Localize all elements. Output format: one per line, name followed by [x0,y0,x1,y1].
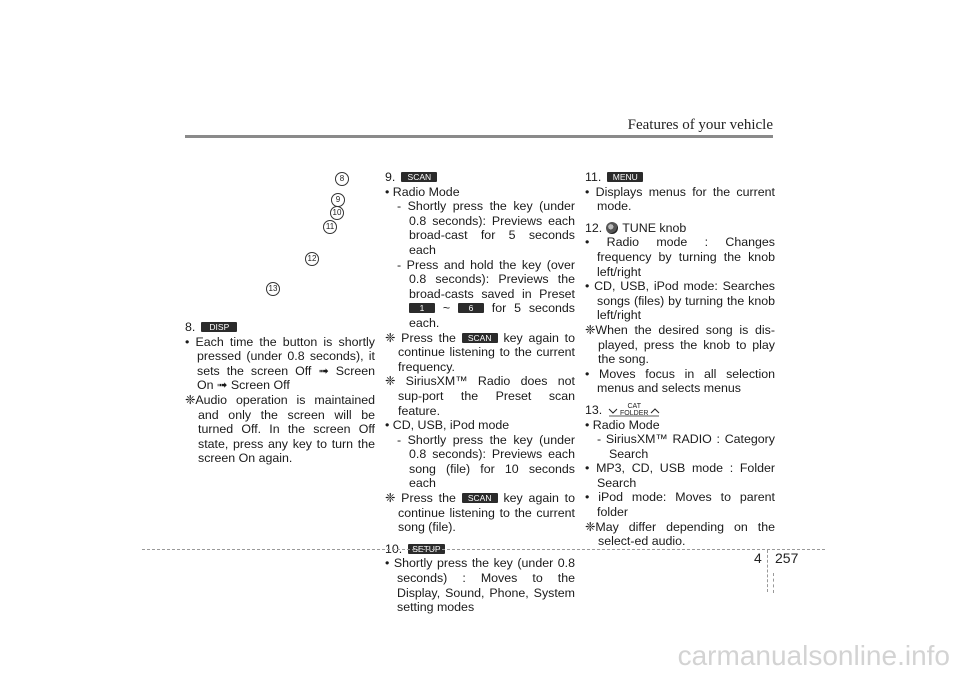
item-9-sub-short: - Shortly press the key (under 0.8 seconds): Previews each broad-cast for 5 seconds each [397,199,575,257]
callout-12: 12 [305,252,319,266]
item-10-bullet: • Shortly press the key (under 0.8 seconds) : Moves to the Display, Sound, Phone, System setting modes [385,556,575,615]
item-13-bullet-ipod: • iPod mode: Moves to parent folder [585,490,775,520]
preset-1-key-icon: 1 [409,303,435,313]
item-12-label: TUNE knob [622,220,687,235]
header-rule [185,135,773,138]
item-13-number: 13. [585,402,603,417]
item-13-bullet-mp3: • MP3, CD, USB mode : Folder Search [585,461,775,490]
arrow-icon: ➟ [216,378,228,393]
scan-key-icon: SCAN [462,493,498,503]
item-9-sub-cd: - Shortly press the key (under 0.8 seconds): Previews each song (file) for 10 seconds each [397,432,575,491]
disp-key-icon: DISP [201,322,237,332]
column-1 [185,320,375,466]
callout-9: 9 [331,193,345,207]
item-9-sub-hold: - Press and hold the key (over 0.8 seconds): Previews the broad-casts saved in Preset 1 ~ 6 for 5 seconds each. [397,257,575,330]
item-8-heading [185,320,375,335]
footer-dashed-rule [142,549,825,550]
column-3 [585,170,775,549]
callout-10: 10 [330,206,344,220]
scan-key-icon: SCAN [401,172,437,182]
item-9-bullet-radio: • Radio Mode [385,184,460,199]
item-12-bullet-radio: • Radio mode : Changes frequency by turning the knob left/right [585,235,775,279]
item-13-sub-sirius: - SiriusXM™ RADIO : Category Search [597,432,775,461]
tune-knob-icon [606,222,618,234]
page-number: 257 [775,550,799,566]
item-8-bullet: • Each time the button is shortly pressed (under 0.8 seconds), it sets the screen Off ➟ Screen On ➟ Screen Off [185,334,375,393]
callout-11: 11 [323,220,337,234]
page-number-divider [767,550,768,592]
item-10-number: 10. [385,541,403,556]
item-13-note: ❈May differ depending on the select-ed audio. [585,519,775,549]
watermark: carmanualsonline.info [677,640,950,671]
item-9-note-2: ❈ SiriusXM™ Radio does not sup-port the Preset scan feature. [385,374,575,418]
scan-key-icon: SCAN [462,333,498,343]
item-13-bullet-radio: • Radio Mode [585,417,660,432]
preset-6-key-icon: 6 [458,303,484,313]
menu-key-icon: MENU [607,172,643,182]
setup-key-icon: SETUP [408,544,444,554]
item-12-note: ❈When the desired song is dis-played, press the knob to play the song. [585,322,775,367]
item-12-bullet-cd: • CD, USB, iPod mode: Searches songs (files) by turning the knob left/right [585,279,775,323]
item-8-note: ❈Audio operation is maintained and only the screen will be turned Off. In the screen Off state, press any key to turn the screen On again. [185,392,375,466]
item-9-note-1: ❈ Press the SCAN key again to continue listening to the current frequency. [385,330,575,374]
arrow-icon: ➟ [318,363,329,378]
item-11-number: 11. [585,170,602,184]
item-9-number: 9. [385,170,396,184]
item-11-heading [585,170,775,185]
callout-13: 13 [266,282,280,296]
item-11-bullet: • Displays menus for the current mode. [585,184,775,214]
callout-8: 8 [335,172,349,186]
page-number-divider-lower [773,573,774,593]
item-9-heading [385,170,575,185]
item-13-heading [585,403,775,418]
item-12-heading [585,221,775,236]
cat-folder-key-icon: CAT FOLDER [608,404,660,417]
item-8-number: 8. [185,320,196,334]
item-12-bullet-focus: • Moves focus in all selection menus and selects menus [585,366,775,396]
item-9-note-3: ❈ Press the SCAN key again to continue listening to the current song (file). [385,491,575,535]
chapter-number: 4 [754,550,762,566]
header-title: Features of your vehicle [627,117,773,133]
item-12-number: 12. [585,220,603,235]
item-9-bullet-cd: • CD, USB, iPod mode [385,418,510,433]
